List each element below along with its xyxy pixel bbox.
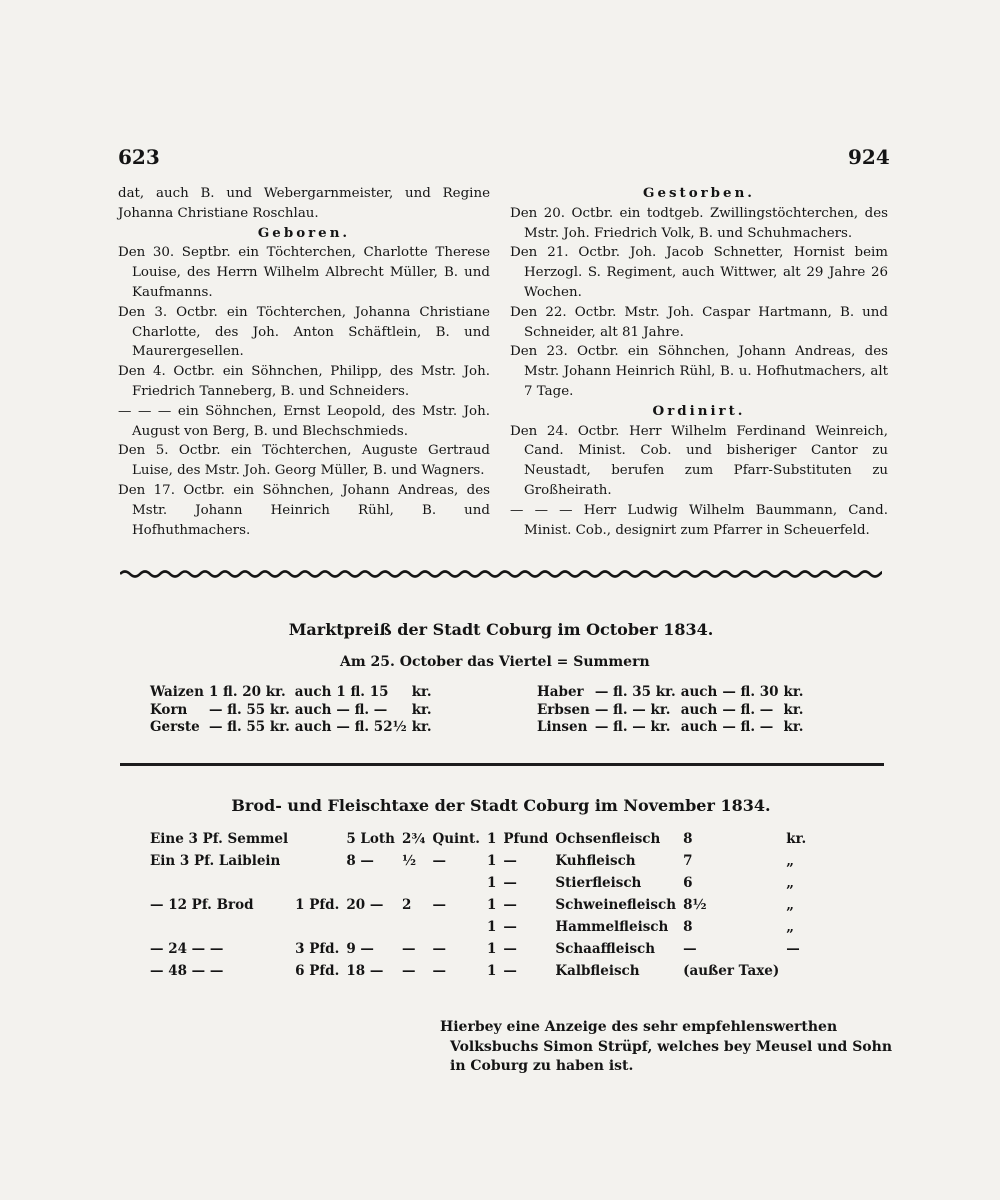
bread-weight-pfd: 1 Pfd. bbox=[295, 897, 340, 913]
meat-qty: 1 bbox=[486, 919, 497, 935]
quint-unit: — bbox=[432, 853, 446, 869]
grain-name: Erbsen bbox=[537, 701, 590, 718]
quint-value bbox=[402, 872, 432, 894]
quint-unit bbox=[432, 872, 486, 894]
bread-weight-pfd bbox=[295, 872, 346, 894]
meat-price: 7 bbox=[683, 853, 693, 869]
price: — fl. — kr. bbox=[594, 719, 671, 735]
price-unit: „ bbox=[786, 919, 794, 935]
quint-value: — bbox=[401, 963, 416, 979]
bread-weight-loth: 5 Loth bbox=[346, 831, 395, 847]
meat-price: 8 bbox=[683, 831, 693, 847]
bread-weight-pfd bbox=[295, 850, 346, 872]
price-alt: — fl. 30 bbox=[722, 684, 779, 700]
table-row bbox=[150, 702, 437, 720]
auch-label: auch bbox=[294, 684, 332, 700]
meat-kind: Kuhfleisch bbox=[555, 853, 636, 869]
wavy-divider bbox=[120, 566, 882, 582]
market-table-left bbox=[150, 684, 437, 737]
quint-unit: — bbox=[432, 963, 446, 979]
death-entry: Den 20. Octbr. ein todtgeb. Zwillingstöchterchen, des Mstr. Joh. Friedrich Volk, B. und Schuhmachers. bbox=[510, 205, 888, 241]
table-row bbox=[150, 828, 813, 850]
page-number-right: 924 bbox=[848, 145, 890, 169]
death-entry: Den 23. Octbr. ein Söhnchen, Johann Andreas, des Mstr. Johann Heinrich Rühl, B. u. Hofhutmachers, alt 7 Tage. bbox=[510, 344, 888, 399]
unit: kr. bbox=[783, 684, 804, 700]
unit: kr. bbox=[411, 719, 432, 735]
death-entry: Den 21. Octbr. Joh. Jacob Schnetter, Hornist beim Herzogl. S. Regiment, auch Wittwer, alt 29 Jahre 26 Wochen. bbox=[510, 245, 888, 300]
meat-unit: — bbox=[503, 853, 517, 869]
meat-unit: Pfund bbox=[503, 831, 549, 847]
meat-unit: — bbox=[503, 941, 517, 957]
meat-kind: Schaaffleisch bbox=[555, 941, 656, 957]
bread-item: Ein 3 Pf. Laiblein bbox=[150, 853, 281, 869]
table-row bbox=[537, 719, 808, 737]
ordination-entry: — — — Herr Ludwig Wilhelm Baummann, Cand. Minist. Cob., designirt zum Pfarrer in Scheuerfeld. bbox=[510, 502, 888, 538]
table-row bbox=[537, 702, 808, 720]
price-unit: — bbox=[786, 941, 800, 957]
auch-label: auch bbox=[680, 684, 718, 700]
price: 1 fl. 20 kr. bbox=[208, 684, 286, 700]
table-row bbox=[150, 684, 437, 702]
meat-unit: — bbox=[503, 897, 517, 913]
price-alt: — fl. 52½ bbox=[336, 719, 407, 735]
intro-text: dat, auch B. und Webergarnmeister, und Regine Johanna Christiane Roschlau. bbox=[118, 186, 490, 221]
price-alt: 1 fl. 15 bbox=[336, 684, 389, 700]
auch-label: auch bbox=[294, 719, 332, 735]
price: — fl. 55 kr. bbox=[208, 701, 290, 718]
price-unit: „ bbox=[786, 853, 794, 869]
bread-weight-loth: 9 — bbox=[346, 941, 374, 957]
meat-title: Brod- und Fleischtaxe der Stadt Coburg im November 1834. bbox=[231, 796, 771, 815]
ordinirt-heading: Ordinirt. bbox=[652, 402, 746, 419]
bread-weight-loth: 20 — bbox=[346, 897, 384, 913]
price-alt: — fl. — bbox=[722, 719, 774, 735]
market-table-right bbox=[537, 684, 808, 737]
bread-weight-loth: 8 — bbox=[346, 853, 374, 869]
meat-price: 6 bbox=[683, 875, 693, 891]
grain-name: Waizen bbox=[150, 684, 204, 700]
meat-price: (außer Taxe) bbox=[683, 963, 780, 979]
quint-unit: — bbox=[432, 941, 446, 957]
bread-weight-pfd: 3 Pfd. bbox=[295, 941, 340, 957]
right-column bbox=[510, 184, 888, 540]
meat-qty: 1 bbox=[486, 941, 497, 957]
birth-entry: Den 4. Octbr. ein Söhnchen, Philipp, des Mstr. Joh. Friedrich Tanneberg, B. und Schneiders. bbox=[118, 364, 490, 399]
bread-weight-loth bbox=[346, 872, 402, 894]
table-row bbox=[150, 916, 813, 938]
quint-unit bbox=[432, 916, 486, 938]
bread-weight-pfd bbox=[295, 916, 346, 938]
table-row bbox=[537, 684, 808, 702]
quint-value: ½ bbox=[401, 853, 417, 869]
quint-unit: Quint. bbox=[432, 831, 480, 847]
meat-unit: — bbox=[503, 875, 517, 891]
meat-qty: 1 bbox=[486, 831, 497, 847]
price-alt: — fl. — bbox=[722, 701, 774, 718]
ordination-entry: Den 24. Octbr. Herr Wilhelm Ferdinand Weinreich, Cand. Minist. Cob. und bisheriger Cantor zu Neustadt, berufen zum Pfarr-Substituten zu Großheirath. bbox=[510, 423, 888, 498]
price: — fl. — kr. bbox=[594, 701, 671, 718]
bread-meat-table bbox=[150, 828, 813, 982]
table-row bbox=[150, 719, 437, 737]
table-row bbox=[150, 960, 813, 982]
meat-unit: — bbox=[503, 919, 517, 935]
gestorben-heading: Gestorben. bbox=[643, 185, 755, 201]
bread-item: — 24 — — bbox=[150, 941, 224, 957]
table-row bbox=[150, 894, 813, 916]
quint-unit: — bbox=[432, 897, 446, 913]
price: — fl. 35 kr. bbox=[594, 684, 676, 700]
bread-weight-pfd: 6 Pfd. bbox=[295, 963, 340, 979]
grain-name: Korn bbox=[150, 701, 188, 718]
bread-item: — 48 — — bbox=[150, 963, 224, 979]
price-unit bbox=[786, 960, 813, 982]
bread-item: — 12 Pf. Brod bbox=[150, 897, 254, 913]
section-rule bbox=[120, 763, 884, 766]
quint-value: 2¾ bbox=[401, 831, 426, 847]
unit: kr. bbox=[411, 684, 432, 700]
death-entry: Den 22. Octbr. Mstr. Joh. Caspar Hartmann, B. und Schneider, alt 81 Jahre. bbox=[510, 304, 888, 340]
grain-name: Gerste bbox=[150, 719, 200, 735]
wavy-divider-line bbox=[120, 572, 882, 577]
meat-price: 8 bbox=[683, 919, 693, 935]
birth-entry: — — — ein Söhnchen, Ernst Leopold, des Mstr. Joh. August von Berg, B. und Blechschmieds. bbox=[118, 403, 490, 439]
page-number-left: 623 bbox=[118, 145, 160, 169]
meat-unit: — bbox=[503, 963, 517, 979]
meat-kind: Kalbfleisch bbox=[555, 963, 640, 979]
table-row bbox=[150, 872, 813, 894]
price: — fl. 55 kr. bbox=[208, 719, 290, 735]
table-row bbox=[150, 938, 813, 960]
left-column bbox=[118, 184, 490, 540]
quint-value: 2 bbox=[401, 897, 412, 913]
auch-label: auch bbox=[680, 719, 718, 735]
grain-name: Linsen bbox=[537, 719, 588, 735]
price-alt: — fl. — bbox=[336, 701, 388, 718]
meat-price: — bbox=[683, 941, 697, 957]
auch-label: auch bbox=[680, 701, 718, 718]
bread-weight-pfd bbox=[295, 828, 346, 850]
market-title: Marktpreiß der Stadt Coburg im October 1834. bbox=[288, 620, 714, 639]
birth-entry: Den 17. Octbr. ein Söhnchen, Johann Andreas, des Mstr. Johann Heinrich Rühl, B. und Hofhuthmachers. bbox=[118, 482, 490, 538]
unit: kr. bbox=[783, 701, 804, 718]
bread-weight-loth bbox=[346, 916, 402, 938]
bread-item: Eine 3 Pf. Semmel bbox=[150, 831, 289, 847]
bread-weight-loth: 18 — bbox=[346, 963, 384, 979]
birth-entry: Den 3. Octbr. ein Töchterchen, Johanna Christiane Charlotte, des Joh. Anton Schäftlein, B. und Maurergesellen. bbox=[118, 304, 490, 360]
meat-qty: 1 bbox=[486, 897, 497, 913]
unit: kr. bbox=[411, 701, 432, 718]
birth-entry: Den 30. Septbr. ein Töchterchen, Charlotte Therese Louise, des Herrn Wilhelm Albrecht Müller, B. und Kaufmanns. bbox=[118, 245, 490, 300]
quint-value bbox=[402, 916, 432, 938]
meat-kind: Hammelfleisch bbox=[555, 919, 669, 935]
meat-kind: Stierfleisch bbox=[555, 875, 642, 891]
meat-kind: Schweinefleisch bbox=[555, 897, 677, 913]
bread-item bbox=[150, 872, 295, 894]
unit: kr. bbox=[783, 719, 804, 735]
meat-kind: Ochsenfleisch bbox=[555, 831, 661, 847]
grain-name: Haber bbox=[537, 684, 584, 700]
market-subtitle: Am 25. October das Viertel = Summern bbox=[340, 654, 650, 670]
price-unit: „ bbox=[786, 897, 794, 913]
auch-label: auch bbox=[294, 701, 332, 718]
meat-qty: 1 bbox=[486, 875, 497, 891]
geboren-heading: Geboren. bbox=[257, 224, 351, 241]
quint-value: — bbox=[401, 941, 416, 957]
table-row bbox=[150, 850, 813, 872]
meat-price: 8½ bbox=[683, 897, 707, 913]
bread-item bbox=[150, 916, 295, 938]
meat-qty: 1 bbox=[486, 853, 497, 869]
price-unit: kr. bbox=[786, 831, 807, 847]
meat-qty: 1 bbox=[486, 963, 497, 979]
advertisement: Hierbey eine Anzeige des sehr empfehlenswerthen Volksbuchs Simon Strüpf, welches bey Meusel und Sohn in Coburg zu haben ist. bbox=[440, 1019, 892, 1074]
birth-entry: Den 5. Octbr. ein Töchterchen, Auguste Gertraud Luise, des Mstr. Joh. Georg Müller, B. und Wagners. bbox=[118, 443, 490, 479]
price-unit: „ bbox=[786, 875, 794, 891]
